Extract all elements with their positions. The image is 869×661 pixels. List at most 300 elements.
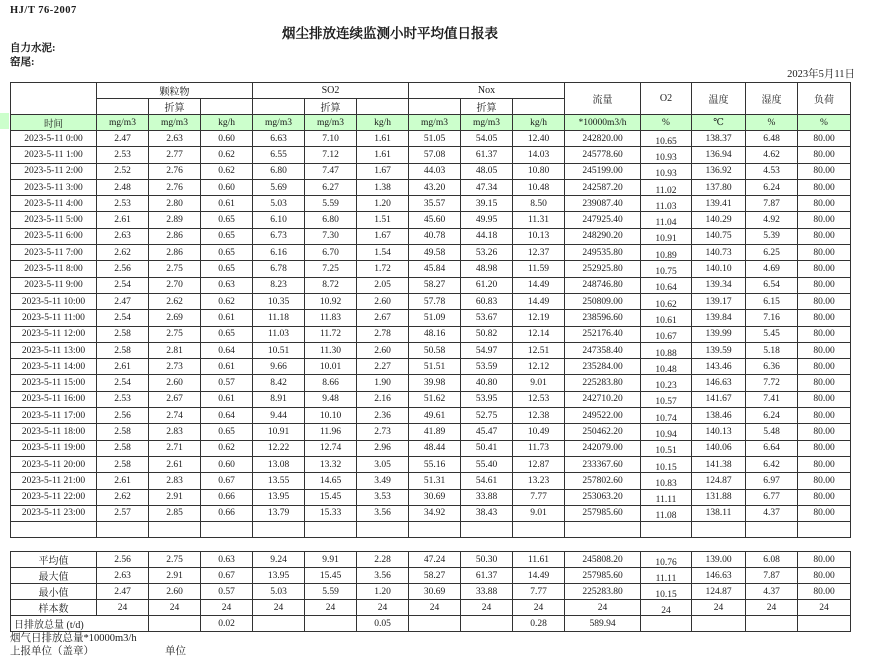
value-cell: 4.53 [746, 163, 798, 179]
value-cell: 6.77 [746, 489, 798, 505]
value-cell: 45.47 [461, 424, 513, 440]
value-cell: 12.53 [513, 391, 565, 407]
time-cell: 2023-5-11 12:00 [11, 326, 97, 342]
hourly-data-row [11, 212, 851, 228]
blank-cell [201, 99, 253, 115]
summary-row [11, 552, 851, 568]
value-cell: 80.00 [798, 326, 851, 342]
summary-value-cell: 24 [253, 600, 305, 616]
time-cell: 2023-5-11 2:00 [11, 163, 97, 179]
value-cell: 80.00 [798, 342, 851, 358]
value-cell: 48.98 [461, 261, 513, 277]
value-cell: 3.56 [357, 505, 409, 521]
value-cell: 2.75 [149, 261, 201, 277]
summary-value-cell: 1.20 [357, 584, 409, 600]
hourly-data-row [11, 375, 851, 391]
value-cell: 15.33 [305, 505, 357, 521]
summary-value-cell: 2.28 [357, 552, 409, 568]
value-cell: 136.92 [692, 163, 746, 179]
value-cell: 12.38 [513, 408, 565, 424]
value-cell: 80.00 [798, 277, 851, 293]
value-cell: 13.55 [253, 473, 305, 489]
summary-value-cell: 24 [746, 600, 798, 616]
value-cell: 13.95 [253, 489, 305, 505]
time-cell: 2023-5-11 0:00 [11, 131, 97, 147]
value-cell: 2.47 [97, 293, 149, 309]
value-cell: 80.00 [798, 310, 851, 326]
summary-value-cell: 9.91 [305, 552, 357, 568]
blank-cell [11, 522, 97, 538]
hourly-data-row [11, 326, 851, 342]
value-cell: 6.70 [305, 245, 357, 261]
blank-cell [746, 522, 798, 538]
value-cell: 80.00 [798, 261, 851, 277]
blank-cell [565, 522, 641, 538]
standard-number: HJ/T 76-2007 [10, 5, 77, 16]
value-cell: 8.42 [253, 375, 305, 391]
summary-value-cell: 2.60 [149, 584, 201, 600]
value-cell: 2.86 [149, 228, 201, 244]
value-cell: 0.60 [201, 131, 253, 147]
value-cell: 0.61 [201, 359, 253, 375]
value-cell: 12.12 [513, 359, 565, 375]
value-cell: 139.84 [692, 310, 746, 326]
value-cell: 51.09 [409, 310, 461, 326]
summary-value-cell: 80.00 [798, 584, 851, 600]
summary-value-cell: 0.02 [201, 616, 253, 632]
value-cell: 2.69 [149, 310, 201, 326]
value-cell: 233367.60 [565, 456, 641, 472]
value-cell: 10.51 [641, 443, 692, 459]
value-cell: 249535.80 [565, 245, 641, 261]
value-cell: 80.00 [798, 293, 851, 309]
value-cell: 235284.00 [565, 359, 641, 375]
unit-cell: mg/m3 [305, 115, 357, 131]
value-cell: 11.02 [641, 182, 692, 198]
value-cell: 2.16 [357, 391, 409, 407]
summary-value-cell: 24 [97, 600, 149, 616]
blank-cell [409, 99, 461, 115]
value-cell: 250462.20 [565, 424, 641, 440]
value-cell: 4.69 [746, 261, 798, 277]
value-cell: 7.72 [746, 375, 798, 391]
value-cell: 2.57 [97, 505, 149, 521]
time-cell: 2023-5-11 20:00 [11, 456, 97, 472]
value-cell: 3.05 [357, 456, 409, 472]
page-title: 烟尘排放连续监测小时平均值日报表 [282, 26, 498, 41]
value-cell: 3.53 [357, 489, 409, 505]
time-cell: 2023-5-11 13:00 [11, 342, 97, 358]
value-cell: 131.88 [692, 489, 746, 505]
summary-value-cell: 47.24 [409, 552, 461, 568]
value-cell: 2.75 [149, 326, 201, 342]
value-cell: 6.54 [746, 277, 798, 293]
time-column-header: 时间 [11, 115, 97, 131]
summary-row-label: 日排放总量 (t/d) [11, 616, 149, 632]
value-cell: 40.78 [409, 228, 461, 244]
value-cell: 1.90 [357, 375, 409, 391]
blank-cell [357, 522, 409, 538]
value-cell: 5.69 [253, 179, 305, 195]
hourly-data-table [10, 82, 851, 538]
value-cell: 14.03 [513, 147, 565, 163]
value-cell: 10.23 [641, 378, 692, 394]
value-cell: 2.71 [149, 440, 201, 456]
summary-value-cell: 61.37 [461, 568, 513, 584]
summary-value-cell: 24 [305, 600, 357, 616]
value-cell: 80.00 [798, 131, 851, 147]
summary-value-cell [692, 616, 746, 632]
value-cell: 11.30 [305, 342, 357, 358]
summary-value-cell: 124.87 [692, 584, 746, 600]
value-cell: 2.52 [97, 163, 149, 179]
value-cell: 11.03 [641, 199, 692, 215]
value-cell: 51.31 [409, 473, 461, 489]
value-cell: 2.61 [97, 473, 149, 489]
value-cell: 6.80 [253, 163, 305, 179]
blank-cell [149, 522, 201, 538]
value-cell: 11.59 [513, 261, 565, 277]
value-cell: 2.62 [97, 489, 149, 505]
summary-value-cell: 257985.60 [565, 568, 641, 584]
converted-label: 折算 [305, 99, 357, 115]
value-cell: 143.46 [692, 359, 746, 375]
time-cell: 2023-5-11 3:00 [11, 179, 97, 195]
value-cell: 2.70 [149, 277, 201, 293]
value-cell: 2.36 [357, 408, 409, 424]
value-cell: 6.80 [305, 212, 357, 228]
time-cell: 2023-5-11 14:00 [11, 359, 97, 375]
summary-value-cell [641, 619, 692, 635]
value-cell: 2.47 [97, 131, 149, 147]
value-cell: 57.78 [409, 293, 461, 309]
value-cell: 6.64 [746, 440, 798, 456]
value-cell: 30.69 [409, 489, 461, 505]
value-cell: 12.87 [513, 456, 565, 472]
value-cell: 49.95 [461, 212, 513, 228]
summary-value-cell [798, 616, 851, 632]
value-cell: 2.81 [149, 342, 201, 358]
value-cell: 7.77 [513, 489, 565, 505]
value-cell: 1.67 [357, 163, 409, 179]
hourly-data-row [11, 489, 851, 505]
value-cell: 7.47 [305, 163, 357, 179]
value-cell: 10.35 [253, 293, 305, 309]
value-cell: 10.65 [641, 134, 692, 150]
value-cell: 139.34 [692, 277, 746, 293]
value-cell: 242587.20 [565, 179, 641, 195]
blank-cell [692, 522, 746, 538]
empty-row [11, 522, 851, 538]
time-cell: 2023-5-11 4:00 [11, 196, 97, 212]
value-cell: 2.91 [149, 489, 201, 505]
value-cell: 53.59 [461, 359, 513, 375]
value-cell: 10.93 [641, 166, 692, 182]
hourly-data-row [11, 179, 851, 195]
value-cell: 12.19 [513, 310, 565, 326]
value-cell: 8.66 [305, 375, 357, 391]
time-cell: 2023-5-11 17:00 [11, 408, 97, 424]
time-cell: 2023-5-11 19:00 [11, 440, 97, 456]
value-cell: 45.60 [409, 212, 461, 228]
summary-value-cell: 15.45 [305, 568, 357, 584]
value-cell: 247358.40 [565, 342, 641, 358]
value-cell: 1.61 [357, 147, 409, 163]
summary-value-cell: 2.91 [149, 568, 201, 584]
value-cell: 4.92 [746, 212, 798, 228]
value-cell: 1.67 [357, 228, 409, 244]
value-cell: 7.12 [305, 147, 357, 163]
time-cell: 2023-5-11 8:00 [11, 261, 97, 277]
value-cell: 2.73 [149, 359, 201, 375]
value-cell: 0.60 [201, 179, 253, 195]
group-header-row [11, 83, 851, 99]
summary-row-label: 样本数 [11, 600, 97, 616]
value-cell: 6.97 [746, 473, 798, 489]
time-cell: 2023-5-11 10:00 [11, 293, 97, 309]
value-cell: 10.61 [641, 313, 692, 329]
summary-value-cell: 0.28 [513, 616, 565, 632]
value-cell: 11.04 [641, 215, 692, 231]
time-cell: 2023-5-11 22:00 [11, 489, 97, 505]
value-cell: 11.73 [513, 440, 565, 456]
value-cell: 141.38 [692, 456, 746, 472]
value-cell: 1.20 [357, 196, 409, 212]
summary-row-label: 最小值 [11, 584, 97, 600]
value-cell: 6.36 [746, 359, 798, 375]
blank-cell [97, 99, 149, 115]
value-cell: 11.11 [641, 492, 692, 508]
summary-value-cell: 10.15 [641, 587, 692, 603]
summary-value-cell: 10.76 [641, 555, 692, 571]
summary-value-cell: 11.11 [641, 571, 692, 587]
value-cell: 0.61 [201, 391, 253, 407]
blank-cell [357, 99, 409, 115]
value-cell: 10.83 [641, 476, 692, 492]
value-cell: 0.65 [201, 245, 253, 261]
value-cell: 80.00 [798, 359, 851, 375]
blank-cell [305, 522, 357, 538]
summary-value-cell [461, 616, 513, 632]
value-cell: 7.41 [746, 391, 798, 407]
value-cell: 0.61 [201, 196, 253, 212]
value-cell: 138.37 [692, 131, 746, 147]
hourly-data-row [11, 310, 851, 326]
summary-value-cell: 0.63 [201, 552, 253, 568]
blank-cell [253, 99, 305, 115]
value-cell: 80.00 [798, 391, 851, 407]
value-cell: 80.00 [798, 473, 851, 489]
value-cell: 2.53 [97, 147, 149, 163]
value-cell: 9.66 [253, 359, 305, 375]
value-cell: 11.96 [305, 424, 357, 440]
value-cell: 2.58 [97, 342, 149, 358]
value-cell: 139.17 [692, 293, 746, 309]
summary-value-cell: 146.63 [692, 568, 746, 584]
value-cell: 2.54 [97, 277, 149, 293]
unit-cell: ℃ [692, 115, 746, 131]
value-cell: 10.01 [305, 359, 357, 375]
blank-cell [201, 522, 253, 538]
value-cell: 7.16 [746, 310, 798, 326]
summary-value-cell: 24 [513, 600, 565, 616]
value-cell: 80.00 [798, 212, 851, 228]
time-cell: 2023-5-11 15:00 [11, 375, 97, 391]
value-cell: 140.06 [692, 440, 746, 456]
value-cell: 2.67 [357, 310, 409, 326]
value-cell: 10.89 [641, 248, 692, 264]
summary-value-cell: 24 [149, 600, 201, 616]
unit-cell: kg/h [357, 115, 409, 131]
col-o2: O2 [641, 83, 692, 115]
value-cell: 0.62 [201, 163, 253, 179]
value-cell: 80.00 [798, 440, 851, 456]
value-cell: 12.51 [513, 342, 565, 358]
value-cell: 10.74 [641, 411, 692, 427]
value-cell: 44.18 [461, 228, 513, 244]
summary-value-cell: 7.77 [513, 584, 565, 600]
value-cell: 80.00 [798, 228, 851, 244]
blank-cell [513, 99, 565, 115]
value-cell: 55.40 [461, 456, 513, 472]
value-cell: 52.75 [461, 408, 513, 424]
value-cell: 0.64 [201, 408, 253, 424]
value-cell: 6.10 [253, 212, 305, 228]
value-cell: 2.54 [97, 375, 149, 391]
value-cell: 53.67 [461, 310, 513, 326]
summary-value-cell: 24 [201, 600, 253, 616]
unit-label: 单位 [165, 646, 186, 657]
value-cell: 9.48 [305, 391, 357, 407]
value-cell: 0.65 [201, 261, 253, 277]
value-cell: 53.26 [461, 245, 513, 261]
value-cell: 5.48 [746, 424, 798, 440]
summary-value-cell: 11.61 [513, 552, 565, 568]
value-cell: 10.10 [305, 408, 357, 424]
value-cell: 10.67 [641, 329, 692, 345]
col-group-so2: SO2 [253, 83, 409, 99]
summary-row [11, 600, 851, 616]
summary-value-cell: 9.24 [253, 552, 305, 568]
value-cell: 257802.60 [565, 473, 641, 489]
value-cell: 6.25 [746, 245, 798, 261]
value-cell: 11.83 [305, 310, 357, 326]
value-cell: 51.05 [409, 131, 461, 147]
value-cell: 13.79 [253, 505, 305, 521]
value-cell: 0.62 [201, 440, 253, 456]
value-cell: 50.41 [461, 440, 513, 456]
unit-cell: % [798, 115, 851, 131]
value-cell: 0.60 [201, 456, 253, 472]
value-cell: 7.10 [305, 131, 357, 147]
summary-value-cell: 13.95 [253, 568, 305, 584]
value-cell: 10.48 [513, 179, 565, 195]
value-cell: 2.60 [149, 375, 201, 391]
hourly-data-row [11, 261, 851, 277]
value-cell: 10.91 [253, 424, 305, 440]
value-cell: 2.86 [149, 245, 201, 261]
value-cell: 0.57 [201, 375, 253, 391]
blank-cell [798, 522, 851, 538]
summary-row-label: 最大值 [11, 568, 97, 584]
blank-cell [97, 522, 149, 538]
value-cell: 14.49 [513, 293, 565, 309]
value-cell: 2.58 [97, 440, 149, 456]
value-cell: 41.89 [409, 424, 461, 440]
summary-value-cell: 0.67 [201, 568, 253, 584]
value-cell: 5.18 [746, 342, 798, 358]
summary-value-cell: 4.37 [746, 584, 798, 600]
value-cell: 146.63 [692, 375, 746, 391]
value-cell: 2.63 [97, 228, 149, 244]
summary-value-cell: 225283.80 [565, 584, 641, 600]
value-cell: 2.62 [149, 293, 201, 309]
summary-value-cell: 589.94 [565, 616, 641, 632]
value-cell: 140.10 [692, 261, 746, 277]
value-cell: 12.40 [513, 131, 565, 147]
value-cell: 13.08 [253, 456, 305, 472]
time-cell: 2023-5-11 7:00 [11, 245, 97, 261]
summary-value-cell [409, 616, 461, 632]
value-cell: 39.15 [461, 196, 513, 212]
value-cell: 61.20 [461, 277, 513, 293]
value-cell: 2.60 [357, 342, 409, 358]
company-label: 自力水泥: [10, 43, 56, 54]
col-group-nox: Nox [409, 83, 565, 99]
value-cell: 0.65 [201, 326, 253, 342]
value-cell: 2.83 [149, 473, 201, 489]
value-cell: 136.94 [692, 147, 746, 163]
value-cell: 6.27 [305, 179, 357, 195]
value-cell: 12.14 [513, 326, 565, 342]
summary-value-cell: 24 [565, 600, 641, 616]
value-cell: 58.27 [409, 277, 461, 293]
value-cell: 1.72 [357, 261, 409, 277]
value-cell: 0.66 [201, 505, 253, 521]
summary-value-cell: 7.87 [746, 568, 798, 584]
unit-cell: mg/m3 [149, 115, 201, 131]
value-cell: 14.65 [305, 473, 357, 489]
summary-value-cell: 24 [461, 600, 513, 616]
value-cell: 4.62 [746, 147, 798, 163]
unit-cell: % [746, 115, 798, 131]
value-cell: 141.67 [692, 391, 746, 407]
summary-value-cell [253, 616, 305, 632]
value-cell: 15.45 [305, 489, 357, 505]
value-cell: 2.05 [357, 277, 409, 293]
value-cell: 247925.40 [565, 212, 641, 228]
value-cell: 0.67 [201, 473, 253, 489]
hourly-data-row [11, 505, 851, 521]
value-cell: 140.73 [692, 245, 746, 261]
summary-value-cell: 33.88 [461, 584, 513, 600]
hourly-data-row [11, 408, 851, 424]
value-cell: 2.80 [149, 196, 201, 212]
hourly-data-row [11, 245, 851, 261]
unit-cell: mg/m3 [461, 115, 513, 131]
hourly-data-row [11, 196, 851, 212]
value-cell: 11.31 [513, 212, 565, 228]
value-cell: 10.91 [641, 231, 692, 247]
unit-cell: % [641, 115, 692, 131]
value-cell: 10.15 [641, 459, 692, 475]
value-cell: 249522.00 [565, 408, 641, 424]
value-cell: 139.59 [692, 342, 746, 358]
value-cell: 8.72 [305, 277, 357, 293]
value-cell: 10.48 [641, 362, 692, 378]
site-label: 窑尾: [10, 57, 35, 68]
value-cell: 2.54 [97, 310, 149, 326]
